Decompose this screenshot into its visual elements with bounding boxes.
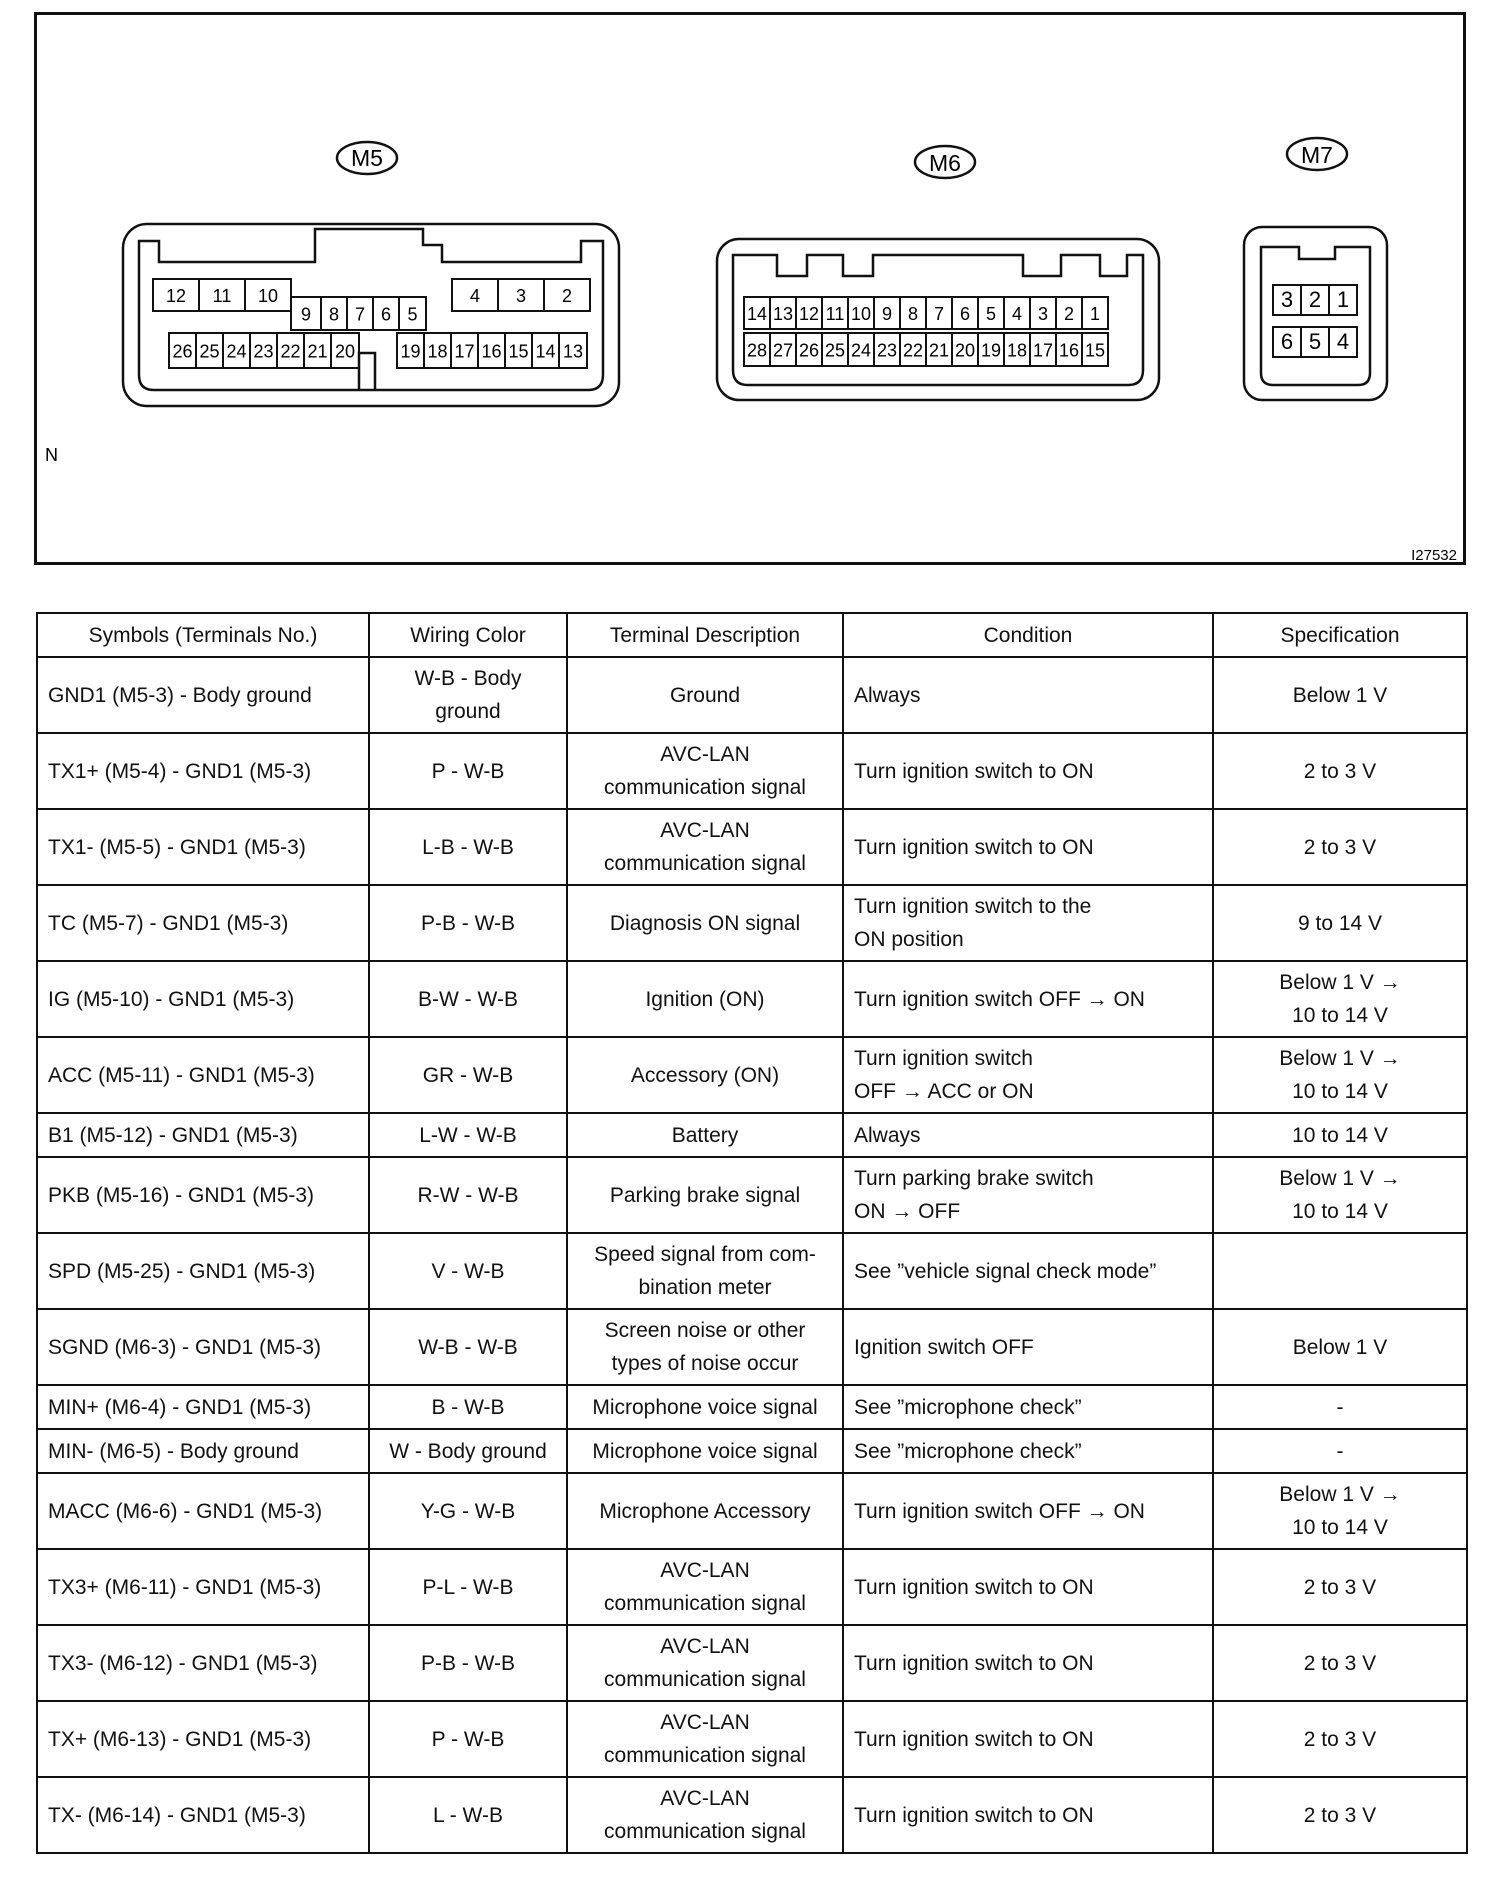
cell-line: 2 to 3 V bbox=[1303, 1575, 1377, 1599]
cell-line: See ”microphone check” bbox=[854, 1395, 1082, 1419]
cell-line: Battery bbox=[671, 1123, 739, 1147]
terminal-number: 22 bbox=[902, 340, 924, 361]
cell-line: 2 to 3 V bbox=[1303, 1727, 1377, 1751]
cell-symbol: PKB (M5-16) - GND1 (M5-3) bbox=[37, 1157, 369, 1233]
cell-line: AVC-LAN bbox=[660, 1711, 750, 1734]
cell-line: Y-G - W-B bbox=[420, 1499, 516, 1523]
cell-line: AVC-LAN bbox=[660, 1559, 750, 1582]
table-row bbox=[37, 733, 1467, 809]
cell-condition bbox=[843, 1113, 1213, 1157]
terminal-number: 6 bbox=[1280, 329, 1294, 354]
terminal-row-bottom bbox=[169, 333, 587, 368]
cell-line: 9 to 14 V bbox=[1297, 911, 1383, 935]
table-row bbox=[37, 1309, 1467, 1385]
cell-wiring-color bbox=[369, 657, 567, 733]
cell-line: Screen noise or other bbox=[604, 1319, 806, 1342]
connector-inner-outline bbox=[139, 229, 603, 390]
cell-line: W - Body ground bbox=[389, 1439, 547, 1463]
cell-terminal-description bbox=[567, 733, 843, 809]
terminal-number: 11 bbox=[825, 304, 845, 324]
cell-line: Turn ignition switch to ON bbox=[854, 1727, 1094, 1751]
header-symbols: Symbols (Terminals No.) bbox=[37, 613, 369, 657]
cell-terminal-description bbox=[567, 1625, 843, 1701]
terminal-number: 10 bbox=[850, 304, 872, 324]
connector-m5 bbox=[123, 142, 619, 406]
cell-line: Below 1 V → bbox=[1279, 971, 1401, 994]
terminal-number: 24 bbox=[850, 340, 872, 361]
cell-condition bbox=[843, 657, 1213, 733]
terminal-number: 10 bbox=[257, 286, 279, 306]
cell-line: See ”microphone check” bbox=[854, 1439, 1082, 1463]
cell-line: P-B - W-B bbox=[420, 1651, 516, 1675]
cell-condition bbox=[843, 1309, 1213, 1385]
terminal-number: 19 bbox=[980, 340, 1002, 361]
cell-line: See ”vehicle signal check mode” bbox=[854, 1259, 1157, 1283]
cell-line: communication signal bbox=[604, 852, 806, 875]
cell-condition bbox=[843, 1777, 1213, 1853]
table-row bbox=[37, 961, 1467, 1037]
cell-line: 2 to 3 V bbox=[1303, 835, 1377, 859]
cell-terminal-description bbox=[567, 657, 843, 733]
table-row bbox=[37, 885, 1467, 961]
cell-specification bbox=[1213, 1473, 1467, 1549]
terminal-number: 19 bbox=[400, 341, 421, 362]
cell-wiring-color bbox=[369, 1385, 567, 1429]
table-body bbox=[37, 657, 1467, 1853]
terminal-number: 3 bbox=[1280, 287, 1294, 312]
header-specification: Specification bbox=[1213, 613, 1467, 657]
cell-line: Diagnosis ON signal bbox=[609, 911, 801, 935]
terminal-row-top bbox=[153, 279, 590, 330]
table-row bbox=[37, 1473, 1467, 1549]
cell-line: AVC-LAN bbox=[660, 1635, 750, 1658]
terminal-number: 23 bbox=[253, 341, 274, 362]
cell-line: V - W-B bbox=[431, 1259, 505, 1283]
cell-line: Microphone voice signal bbox=[592, 1395, 818, 1419]
cell-line: B - W-B bbox=[431, 1395, 505, 1419]
terminal-number: 6 bbox=[380, 304, 392, 325]
cell-wiring-color bbox=[369, 1309, 567, 1385]
connector-figure bbox=[34, 12, 1466, 565]
table-row bbox=[37, 1701, 1467, 1777]
cell-line: P-L - W-B bbox=[422, 1575, 514, 1599]
corner-mark: N bbox=[45, 445, 58, 465]
table-row bbox=[37, 1777, 1467, 1853]
cell-line: Ignition switch OFF bbox=[854, 1335, 1034, 1359]
cell-specification bbox=[1213, 1429, 1467, 1473]
cell-line: Always bbox=[854, 683, 921, 707]
terminal-number: 4 bbox=[1336, 329, 1350, 354]
terminal-row-top bbox=[1273, 285, 1357, 315]
cell-line: L - W-B bbox=[432, 1803, 503, 1827]
cell-line: W-B - W-B bbox=[418, 1335, 518, 1359]
table-row bbox=[37, 657, 1467, 733]
cell-symbol: SPD (M5-25) - GND1 (M5-3) bbox=[37, 1233, 369, 1309]
terminal-number: 16 bbox=[1058, 340, 1080, 361]
cell-wiring-color bbox=[369, 1037, 567, 1113]
cell-terminal-description bbox=[567, 1777, 843, 1853]
cell-line: Turn ignition switch to ON bbox=[854, 1575, 1094, 1599]
cell-line: W-B - Body bbox=[414, 667, 522, 690]
cell-line: AVC-LAN bbox=[660, 819, 750, 842]
terminal-number: 7 bbox=[933, 304, 945, 324]
cell-line: P - W-B bbox=[431, 759, 505, 783]
cell-line: Microphone Accessory bbox=[599, 1499, 811, 1523]
terminal-number: 9 bbox=[300, 304, 312, 325]
terminal-number: 24 bbox=[226, 341, 247, 362]
cell-specification bbox=[1213, 1037, 1467, 1113]
table-row bbox=[37, 809, 1467, 885]
terminal-number: 5 bbox=[407, 304, 418, 325]
cell-line: 10 to 14 V bbox=[1292, 1123, 1388, 1147]
connector-label: M7 bbox=[1301, 142, 1333, 168]
cell-line: communication signal bbox=[604, 1592, 806, 1615]
cell-line: Always bbox=[854, 1123, 921, 1147]
header-terminal-description: Terminal Description bbox=[567, 613, 843, 657]
terminal-number: 11 bbox=[212, 286, 232, 306]
cell-line: Turn ignition switch bbox=[854, 1047, 1033, 1070]
cell-line: Turn ignition switch to the bbox=[854, 895, 1092, 918]
header-condition: Condition bbox=[843, 613, 1213, 657]
cell-line: 2 to 3 V bbox=[1303, 759, 1377, 783]
cell-line: 10 to 14 V bbox=[1292, 1080, 1388, 1103]
cell-line: Below 1 V bbox=[1292, 683, 1388, 707]
cell-line: Ignition (ON) bbox=[645, 987, 765, 1011]
terminal-number: 13 bbox=[562, 341, 584, 362]
terminal-number: 27 bbox=[772, 340, 794, 361]
cell-symbol: TX+ (M6-13) - GND1 (M5-3) bbox=[37, 1701, 369, 1777]
cell-line: Turn ignition switch to ON bbox=[854, 1651, 1094, 1675]
cell-symbol: TC (M5-7) - GND1 (M5-3) bbox=[37, 885, 369, 961]
cell-wiring-color bbox=[369, 1549, 567, 1625]
cell-line: OFF → ACC or ON bbox=[854, 1080, 1034, 1103]
cell-line: Turn ignition switch to ON bbox=[854, 1803, 1094, 1827]
terminal-table bbox=[36, 612, 1468, 1854]
table-row bbox=[37, 1233, 1467, 1309]
terminal-number: 17 bbox=[454, 341, 475, 362]
cell-specification bbox=[1213, 1549, 1467, 1625]
cell-specification bbox=[1213, 1701, 1467, 1777]
cell-condition bbox=[843, 1157, 1213, 1233]
header-wiring-color: Wiring Color bbox=[369, 613, 567, 657]
cell-condition bbox=[843, 961, 1213, 1037]
connector-label: M6 bbox=[929, 150, 961, 176]
cell-condition bbox=[843, 1037, 1213, 1113]
terminal-number: 20 bbox=[954, 340, 976, 361]
terminal-number: 28 bbox=[746, 340, 768, 361]
cell-symbol: IG (M5-10) - GND1 (M5-3) bbox=[37, 961, 369, 1037]
terminal-number: 14 bbox=[535, 341, 556, 362]
terminal-number: 8 bbox=[907, 304, 919, 324]
cell-terminal-description bbox=[567, 1233, 843, 1309]
cell-line: 10 to 14 V bbox=[1292, 1200, 1388, 1223]
cell-specification bbox=[1213, 733, 1467, 809]
cell-terminal-description bbox=[567, 1157, 843, 1233]
terminal-number: 25 bbox=[199, 341, 220, 362]
cell-condition bbox=[843, 885, 1213, 961]
connector-label: M5 bbox=[351, 145, 383, 171]
cell-condition bbox=[843, 1701, 1213, 1777]
cell-condition bbox=[843, 1473, 1213, 1549]
cell-terminal-description bbox=[567, 961, 843, 1037]
terminal-number: 15 bbox=[1084, 340, 1106, 361]
terminal-number: 22 bbox=[280, 341, 301, 362]
cell-line: communication signal bbox=[604, 1668, 806, 1691]
connector-m7 bbox=[1244, 138, 1387, 400]
cell-line: - bbox=[1336, 1395, 1344, 1419]
table-row bbox=[37, 1037, 1467, 1113]
cell-terminal-description bbox=[567, 1113, 843, 1157]
terminal-number: 18 bbox=[1006, 340, 1028, 361]
cell-wiring-color bbox=[369, 1625, 567, 1701]
terminal-number: 2 bbox=[561, 286, 573, 306]
cell-specification bbox=[1213, 885, 1467, 961]
cell-symbol: TX3+ (M6-11) - GND1 (M5-3) bbox=[37, 1549, 369, 1625]
cell-line: - bbox=[1336, 1439, 1344, 1463]
terminal-row-bottom bbox=[744, 333, 1108, 366]
cell-condition bbox=[843, 1625, 1213, 1701]
cell-line: Ground bbox=[669, 683, 741, 707]
cell-symbol: MIN+ (M6-4) - GND1 (M5-3) bbox=[37, 1385, 369, 1429]
cell-line: B-W - W-B bbox=[418, 987, 518, 1011]
terminal-number: 1 bbox=[1336, 287, 1350, 312]
terminal-number: 9 bbox=[881, 304, 893, 324]
terminal-number: 26 bbox=[172, 341, 193, 362]
cell-line: communication signal bbox=[604, 776, 806, 799]
cell-wiring-color bbox=[369, 1777, 567, 1853]
terminal-number: 13 bbox=[772, 304, 794, 324]
terminal-number: 16 bbox=[481, 341, 502, 362]
terminal-number: 5 bbox=[1308, 329, 1322, 354]
terminal-number: 4 bbox=[1011, 304, 1023, 324]
cell-line: GR - W-B bbox=[422, 1063, 514, 1087]
cell-terminal-description bbox=[567, 1309, 843, 1385]
cell-specification bbox=[1213, 657, 1467, 733]
cell-line: Turn ignition switch OFF → ON bbox=[854, 1499, 1145, 1523]
cell-wiring-color bbox=[369, 1233, 567, 1309]
cell-line: P-B - W-B bbox=[420, 911, 516, 935]
cell-line: ON position bbox=[854, 928, 964, 951]
cell-specification bbox=[1213, 809, 1467, 885]
cell-symbol: TX1- (M5-5) - GND1 (M5-3) bbox=[37, 809, 369, 885]
cell-specification bbox=[1213, 961, 1467, 1037]
cell-line: Below 1 V → bbox=[1279, 1483, 1401, 1506]
cell-line: Turn ignition switch to ON bbox=[854, 835, 1094, 859]
cell-line: L-B - W-B bbox=[422, 835, 514, 859]
cell-terminal-description bbox=[567, 1473, 843, 1549]
cell-wiring-color bbox=[369, 1113, 567, 1157]
terminal-number: 21 bbox=[307, 341, 328, 362]
cell-wiring-color bbox=[369, 1473, 567, 1549]
cell-condition bbox=[843, 1233, 1213, 1309]
table-row bbox=[37, 1549, 1467, 1625]
terminal-number: 2 bbox=[1308, 287, 1322, 312]
cell-line: L-W - W-B bbox=[419, 1123, 517, 1147]
cell-symbol: MACC (M6-6) - GND1 (M5-3) bbox=[37, 1473, 369, 1549]
cell-specification bbox=[1213, 1777, 1467, 1853]
connector-housing bbox=[123, 224, 619, 406]
table-row bbox=[37, 1625, 1467, 1701]
cell-terminal-description bbox=[567, 1385, 843, 1429]
cell-specification bbox=[1213, 1157, 1467, 1233]
cell-line: R-W - W-B bbox=[417, 1183, 519, 1207]
table-row bbox=[37, 1113, 1467, 1157]
cell-specification bbox=[1213, 1385, 1467, 1429]
terminal-number: 12 bbox=[798, 304, 820, 324]
terminal-number: 7 bbox=[354, 304, 366, 325]
cell-line: communication signal bbox=[604, 1744, 806, 1767]
terminal-number: 8 bbox=[328, 304, 340, 325]
figure-id: I27532 bbox=[1411, 547, 1457, 564]
cell-specification bbox=[1213, 1113, 1467, 1157]
cell-line: 10 to 14 V bbox=[1292, 1516, 1388, 1539]
cell-wiring-color bbox=[369, 809, 567, 885]
terminal-number: 4 bbox=[469, 286, 481, 306]
cell-symbol: B1 (M5-12) - GND1 (M5-3) bbox=[37, 1113, 369, 1157]
cell-line: ground bbox=[435, 700, 501, 723]
cell-wiring-color bbox=[369, 1701, 567, 1777]
cell-specification bbox=[1213, 1625, 1467, 1701]
connector-key-slot bbox=[359, 353, 375, 390]
cell-line: bination meter bbox=[638, 1276, 772, 1299]
terminal-number: 6 bbox=[959, 304, 971, 324]
cell-specification bbox=[1213, 1233, 1467, 1309]
cell-symbol: MIN- (M6-5) - Body ground bbox=[37, 1429, 369, 1473]
terminal-number: 23 bbox=[876, 340, 898, 361]
terminal-number: 20 bbox=[334, 341, 356, 362]
terminal-number: 3 bbox=[515, 286, 527, 306]
cell-line: types of noise occur bbox=[611, 1352, 799, 1375]
cell-terminal-description bbox=[567, 1701, 843, 1777]
cell-line: Speed signal from com- bbox=[594, 1243, 816, 1266]
cell-line: Turn ignition switch to ON bbox=[854, 759, 1094, 783]
cell-condition bbox=[843, 1429, 1213, 1473]
terminal-number: 25 bbox=[824, 340, 846, 361]
cell-symbol: SGND (M6-3) - GND1 (M5-3) bbox=[37, 1309, 369, 1385]
cell-symbol: ACC (M5-11) - GND1 (M5-3) bbox=[37, 1037, 369, 1113]
cell-wiring-color bbox=[369, 1157, 567, 1233]
cell-symbol: GND1 (M5-3) - Body ground bbox=[37, 657, 369, 733]
connector-housing bbox=[1244, 227, 1387, 400]
cell-terminal-description bbox=[567, 1037, 843, 1113]
cell-line: Microphone voice signal bbox=[592, 1439, 818, 1463]
cell-line: P - W-B bbox=[431, 1727, 505, 1751]
terminal-number: 12 bbox=[165, 286, 187, 306]
cell-wiring-color bbox=[369, 733, 567, 809]
terminal-number: 2 bbox=[1063, 304, 1075, 324]
terminal-row-top bbox=[744, 297, 1108, 329]
cell-symbol: TX- (M6-14) - GND1 (M5-3) bbox=[37, 1777, 369, 1853]
table-row bbox=[37, 1157, 1467, 1233]
terminal-number: 1 bbox=[1089, 304, 1101, 324]
cell-wiring-color bbox=[369, 885, 567, 961]
terminal-row-bottom bbox=[1273, 327, 1357, 357]
cell-line: ON → OFF bbox=[854, 1200, 961, 1223]
terminal-number: 21 bbox=[928, 340, 950, 361]
cell-line: AVC-LAN bbox=[660, 743, 750, 766]
cell-terminal-description bbox=[567, 809, 843, 885]
terminal-number: 18 bbox=[427, 341, 448, 362]
terminal-number: 5 bbox=[985, 304, 997, 324]
connector-diagram bbox=[37, 15, 1469, 568]
cell-terminal-description bbox=[567, 1549, 843, 1625]
cell-line: AVC-LAN bbox=[660, 1787, 750, 1810]
cell-line: Turn ignition switch OFF → ON bbox=[854, 987, 1145, 1011]
cell-specification bbox=[1213, 1309, 1467, 1385]
connector-m6 bbox=[717, 146, 1159, 400]
cell-line: 2 to 3 V bbox=[1303, 1651, 1377, 1675]
terminal-number: 14 bbox=[746, 304, 768, 324]
terminal-number: 17 bbox=[1032, 340, 1054, 361]
cell-wiring-color bbox=[369, 961, 567, 1037]
cell-condition bbox=[843, 809, 1213, 885]
table-row bbox=[37, 1429, 1467, 1473]
table-header-row bbox=[37, 613, 1467, 657]
cell-terminal-description bbox=[567, 1429, 843, 1473]
cell-line: 10 to 14 V bbox=[1292, 1004, 1388, 1027]
cell-line: Parking brake signal bbox=[609, 1183, 801, 1207]
cell-symbol: TX1+ (M5-4) - GND1 (M5-3) bbox=[37, 733, 369, 809]
cell-symbol: TX3- (M6-12) - GND1 (M5-3) bbox=[37, 1625, 369, 1701]
cell-line: Turn parking brake switch bbox=[854, 1167, 1094, 1190]
cell-wiring-color bbox=[369, 1429, 567, 1473]
cell-condition bbox=[843, 1549, 1213, 1625]
cell-condition bbox=[843, 1385, 1213, 1429]
cell-line: Below 1 V → bbox=[1279, 1167, 1401, 1190]
cell-line: 2 to 3 V bbox=[1303, 1803, 1377, 1827]
cell-line: communication signal bbox=[604, 1820, 806, 1843]
cell-condition bbox=[843, 733, 1213, 809]
terminal-number: 3 bbox=[1037, 304, 1049, 324]
terminal-number: 26 bbox=[798, 340, 820, 361]
cell-terminal-description bbox=[567, 885, 843, 961]
cell-line: Accessory (ON) bbox=[630, 1063, 780, 1087]
cell-line: Below 1 V bbox=[1292, 1335, 1388, 1359]
terminal-number: 15 bbox=[508, 341, 529, 362]
cell-line: Below 1 V → bbox=[1279, 1047, 1401, 1070]
table-row bbox=[37, 1385, 1467, 1429]
